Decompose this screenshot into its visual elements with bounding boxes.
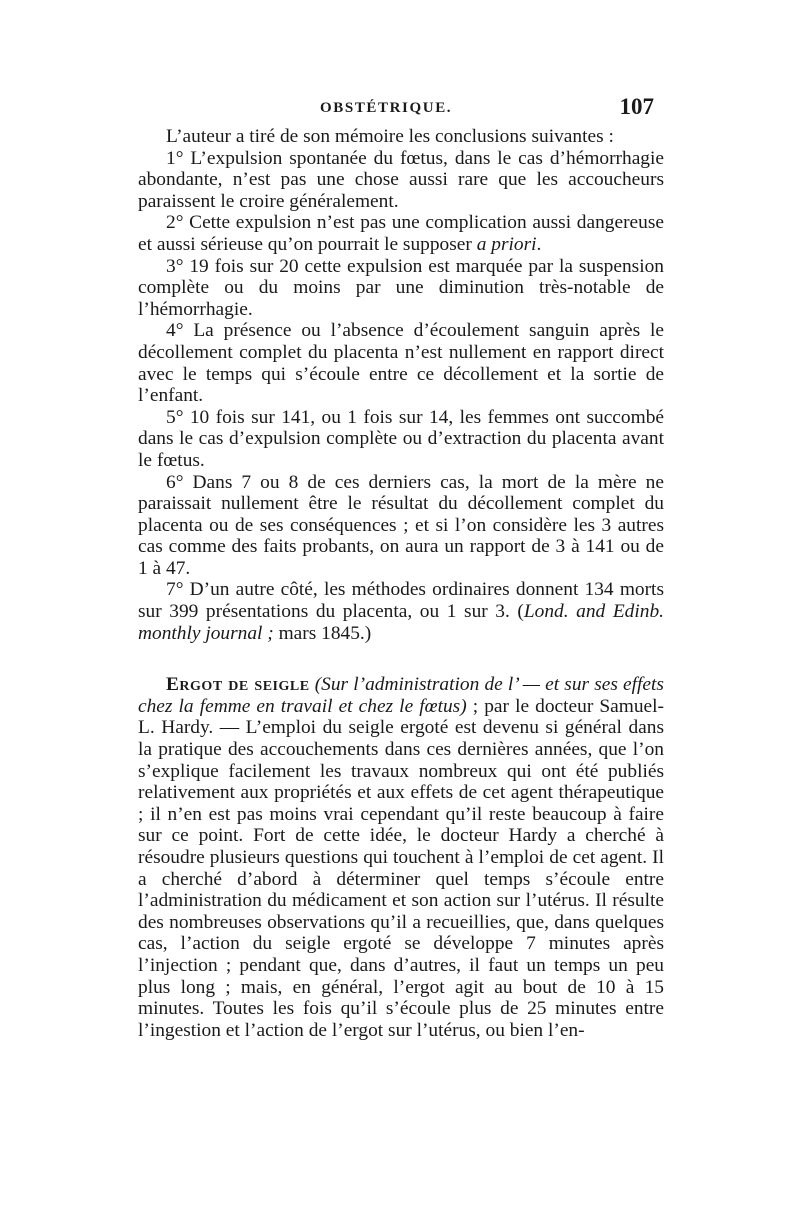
conclusion-2-italic: a priori (476, 233, 537, 255)
article-text: ; par le docteur Samuel-L. Hardy. — L’emploi du seigle ergoté est devenu si général dans la pratique des accouchements dans ces dernières années, que l’on s’explique facilement les travaux nombreux qui ont été publiés relativement aux propriétés et aux effets de cet agent thérapeutique ; il n’en est pas moins vrai cependant qu’il reste beaucoup à faire sur ce point. Fort de cette idée, le docteur Hardy a cherché à résoudre plusieurs questions qui touchent à l’emploi de cet agent. Il a cherché d’abord à déterminer quel temps s’écoule entre l’administration du médicament et son action sur l’utérus. Il résulte des nombreuses observations qu’il a recueillies, que, dans quelques cas, l’action du seigle ergoté se développe 7 minutes après l’injection ; pendant que, dans d’autres, il faut un temps un peu plus long ; mais, en général, l’ergot agit au bout de 10 à 15 minutes. Toutes les fois qu’il s’écoule plus de 25 minutes entre l’ingestion et l’action de l’ergot sur l’utérus, ou bien l’en- (138, 695, 664, 1041)
article-paragraph (138, 674, 664, 1041)
section-gap (138, 644, 664, 674)
conclusion-7-citation: Lond. and Edinb. monthly journal ; (138, 601, 664, 644)
page-number: 107 (619, 94, 654, 119)
intro-paragraph: L’auteur a tiré de son mémoire les conclusions suivantes : (166, 126, 614, 147)
running-head (140, 94, 660, 124)
running-title: OBSTÉTRIQUE. (320, 100, 453, 116)
text-block (138, 126, 664, 1041)
conclusion-3: 3° 19 fois sur 20 cette expulsion est marquée par la suspension complète ou du moins par une diminution très-notable de l’hémorrhagie. (138, 255, 664, 320)
article-heading: Ergot de seigle (166, 674, 310, 696)
conclusion-2-text: 2° Cette expulsion n’est pas une complication aussi dangereuse et aussi sérieuse qu’on pourrait le supposer (138, 212, 664, 255)
conclusion-6: 6° Dans 7 ou 8 de ces derniers cas, la mort de la mère ne paraissait nullement être le résultat du décollement complet du placenta ou de ses conséquences ; et si l’on considère les 3 autres cas comme des faits probants, on aura un rapport de 3 à 141 ou de 1 à 47. (138, 471, 664, 579)
conclusion-2-end: . (536, 233, 542, 255)
conclusion-7 (138, 579, 664, 644)
conclusion-4: 4° La présence ou l’absence d’écoulement sanguin après le décollement complet du placenta n’est nullement en rapport direct avec le temps qui s’écoule entre ce décollement et la sortie de l’enfant. (138, 320, 664, 407)
conclusion-7-text: 7° D’un autre côté, les méthodes ordinaires donnent 134 morts sur 399 présentations du placenta, ou 1 sur 3. ( (138, 579, 664, 623)
conclusion-2 (138, 212, 664, 255)
conclusion-1: 1° L’expulsion spontanée du fœtus, dans le cas d’hémorrhagie abondante, n’est pas une chose aussi rare que les accoucheurs paraissent le croire généralement. (138, 147, 664, 212)
article-heading-italic: (Sur l’administration de l’ — et sur ses effets chez la femme en travail et chez le fœtus) (138, 674, 664, 717)
conclusion-5: 5° 10 fois sur 141, ou 1 fois sur 14, les femmes ont succombé dans le cas d’expulsion complète ou d’extraction du placenta avant le fœtus. (138, 406, 664, 471)
conclusion-7-end: mars 1845.) (273, 622, 372, 644)
